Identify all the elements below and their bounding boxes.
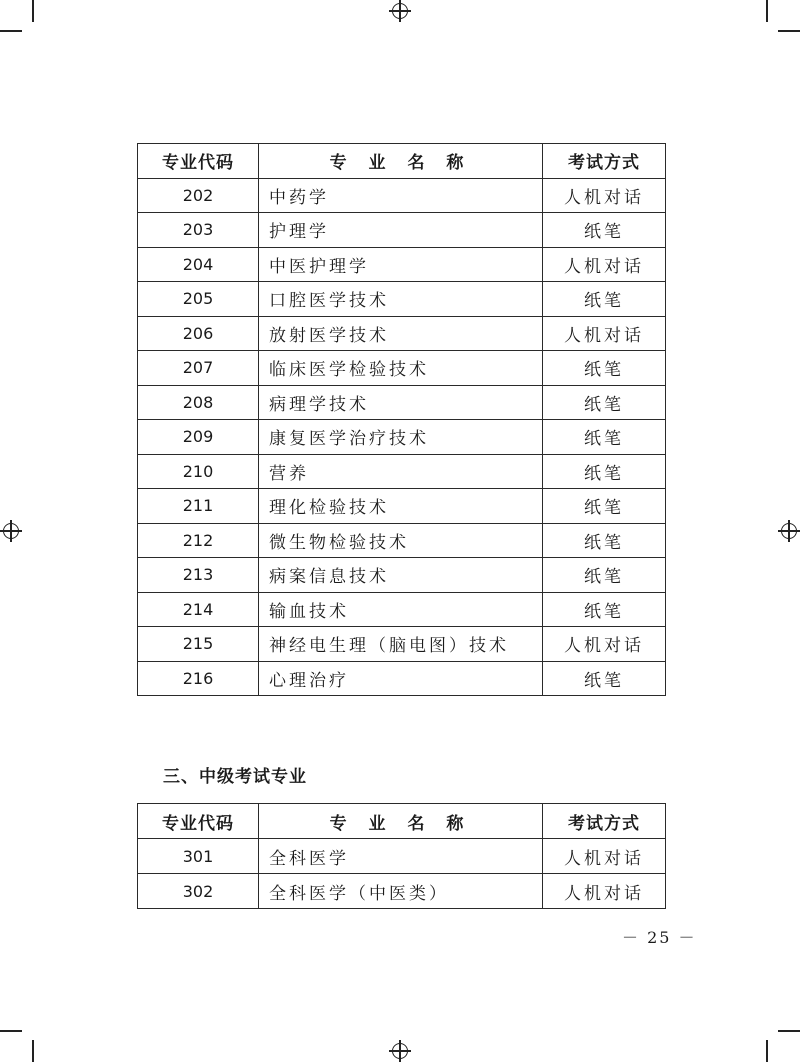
table-row [138,558,666,593]
code-cell: 210 [138,454,259,489]
table-row [138,213,666,248]
specialty-table-primary [137,143,666,696]
name-cell: 护理学 [259,213,543,248]
registration-mark-icon [0,520,22,542]
header-code: 专业代码 [138,144,259,179]
code-cell: 208 [138,385,259,420]
name-cell: 神经电生理（脑电图）技术 [259,627,543,662]
table-row [138,420,666,455]
name-cell: 口腔医学技术 [259,282,543,317]
table-row [138,247,666,282]
exam-cell: 人机对话 [543,178,666,213]
code-cell: 215 [138,627,259,662]
crop-mark-icon [778,1030,800,1032]
table-row [138,523,666,558]
registration-mark-icon [389,1040,411,1062]
crop-mark-icon [0,1030,22,1032]
name-cell: 临床医学检验技术 [259,351,543,386]
code-cell: 301 [138,839,259,874]
table-row [138,178,666,213]
exam-cell: 人机对话 [543,874,666,909]
registration-mark-icon [389,0,411,22]
header-exam: 考试方式 [543,804,666,839]
page-number: － 25 － [622,928,697,947]
header-code: 专业代码 [138,804,259,839]
exam-cell: 人机对话 [543,316,666,351]
code-cell: 204 [138,247,259,282]
name-cell: 放射医学技术 [259,316,543,351]
code-cell: 202 [138,178,259,213]
exam-cell: 人机对话 [543,627,666,662]
code-cell: 214 [138,592,259,627]
table-row [138,661,666,696]
crop-mark-icon [766,0,768,22]
code-cell: 209 [138,420,259,455]
name-cell: 理化检验技术 [259,489,543,524]
code-cell: 203 [138,213,259,248]
name-cell: 病理学技术 [259,385,543,420]
exam-cell: 人机对话 [543,839,666,874]
exam-cell: 纸笔 [543,282,666,317]
header-exam: 考试方式 [543,144,666,179]
code-cell: 206 [138,316,259,351]
name-cell: 心理治疗 [259,661,543,696]
name-cell: 全科医学 [259,839,543,874]
name-cell: 病案信息技术 [259,558,543,593]
table-row [138,874,666,909]
table-row [138,385,666,420]
exam-cell: 纸笔 [543,523,666,558]
header-name: 专 业 名 称 [259,144,543,179]
name-cell: 中医护理学 [259,247,543,282]
code-cell: 212 [138,523,259,558]
code-cell: 211 [138,489,259,524]
exam-cell: 纸笔 [543,592,666,627]
crop-mark-icon [32,1040,34,1062]
specialty-table-intermediate [137,803,666,909]
name-cell: 微生物检验技术 [259,523,543,558]
exam-cell: 纸笔 [543,213,666,248]
table-row [138,351,666,386]
code-cell: 213 [138,558,259,593]
table-header-row [138,804,666,839]
name-cell: 全科医学（中医类） [259,874,543,909]
table-header-row [138,144,666,179]
section-heading: 三、中级考试专业 [163,767,307,787]
crop-mark-icon [778,30,800,32]
exam-cell: 纸笔 [543,558,666,593]
table-row [138,592,666,627]
name-cell: 营养 [259,454,543,489]
name-cell: 中药学 [259,178,543,213]
exam-cell: 纸笔 [543,351,666,386]
name-cell: 输血技术 [259,592,543,627]
code-cell: 302 [138,874,259,909]
exam-cell: 纸笔 [543,661,666,696]
crop-mark-icon [32,0,34,22]
exam-cell: 人机对话 [543,247,666,282]
table-row [138,454,666,489]
crop-mark-icon [0,30,22,32]
header-name: 专 业 名 称 [259,804,543,839]
code-cell: 216 [138,661,259,696]
table-row [138,316,666,351]
exam-cell: 纸笔 [543,420,666,455]
table-row [138,627,666,662]
crop-mark-icon [766,1040,768,1062]
code-cell: 205 [138,282,259,317]
code-cell: 207 [138,351,259,386]
exam-cell: 纸笔 [543,385,666,420]
name-cell: 康复医学治疗技术 [259,420,543,455]
exam-cell: 纸笔 [543,489,666,524]
exam-cell: 纸笔 [543,454,666,489]
table-row [138,489,666,524]
table-row [138,839,666,874]
registration-mark-icon [778,520,800,542]
table-row [138,282,666,317]
